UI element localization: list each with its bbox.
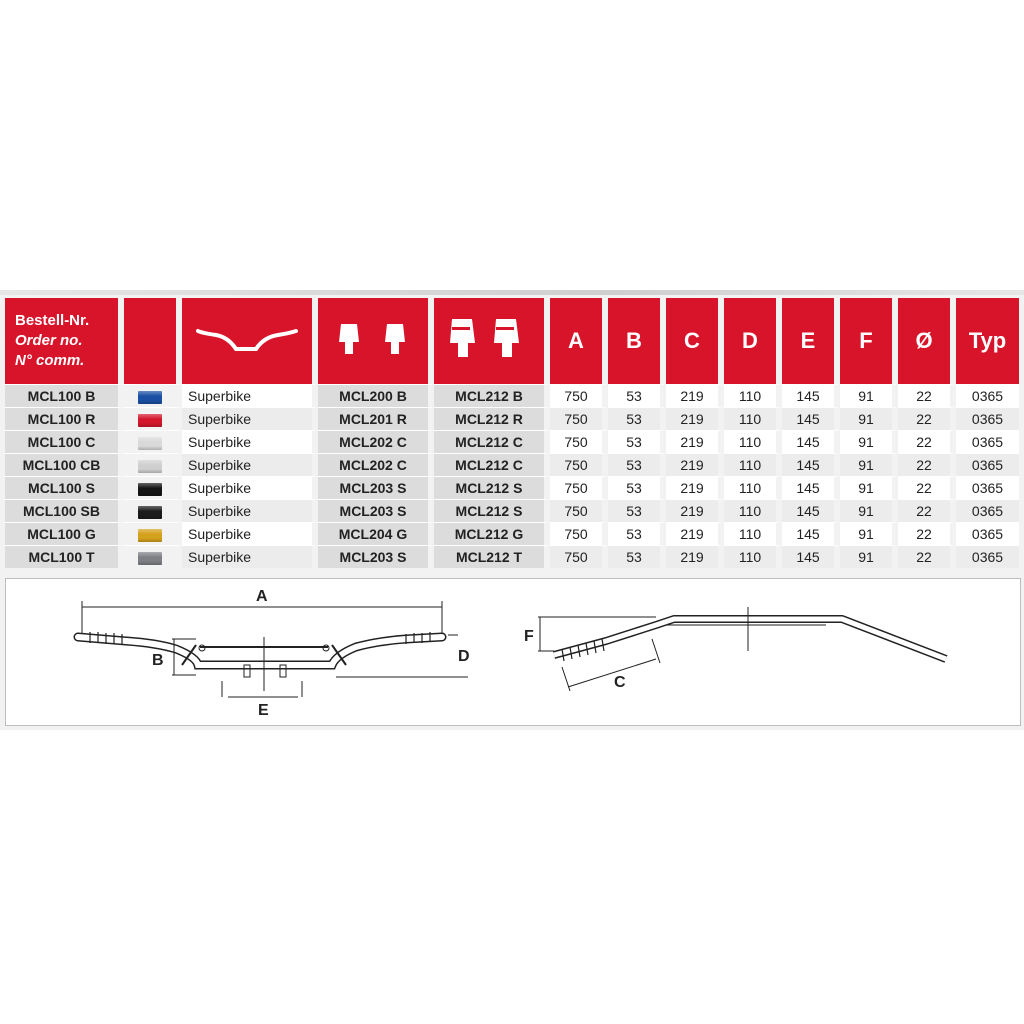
dim-b-cell: 53	[608, 476, 666, 499]
clamp-double-cell: MCL212 S	[434, 476, 550, 499]
dim-label-a: A	[256, 588, 268, 605]
typ-cell: 0365	[956, 430, 1019, 453]
dim-f-cell: 91	[840, 476, 898, 499]
dim-label-e: E	[258, 702, 269, 719]
color-swatch	[138, 437, 162, 450]
dim-b-cell: 53	[608, 545, 666, 568]
model-name-cell: Superbike	[182, 384, 318, 407]
dim-f-cell: 91	[840, 499, 898, 522]
dim-label-d: D	[458, 648, 470, 665]
front-view-diagram	[78, 588, 470, 719]
clamp-double-cell: MCL212 B	[434, 384, 550, 407]
color-swatch	[138, 552, 162, 565]
dim-d-cell: 110	[724, 407, 782, 430]
diameter-cell: 22	[898, 407, 956, 430]
header-typ: Typ	[956, 298, 1019, 384]
dim-d-cell: 110	[724, 499, 782, 522]
side-view-diagram	[524, 607, 946, 691]
header-clamp-double	[434, 298, 550, 384]
dim-d-cell: 110	[724, 545, 782, 568]
dim-a-cell: 750	[550, 384, 608, 407]
top-divider	[0, 290, 1024, 295]
header-dim-d: D	[724, 298, 782, 384]
order-number-cell: MCL100 T	[5, 545, 124, 568]
color-swatch-cell	[124, 545, 182, 568]
dim-f-cell: 91	[840, 545, 898, 568]
dim-e-cell: 145	[782, 407, 840, 430]
typ-cell: 0365	[956, 499, 1019, 522]
table-header-row	[5, 298, 1019, 384]
color-swatch-cell	[124, 384, 182, 407]
color-swatch	[138, 391, 162, 404]
clamp-double-cell: MCL212 R	[434, 407, 550, 430]
dim-e-cell: 145	[782, 453, 840, 476]
clamp-pair-double-icon	[444, 309, 534, 369]
order-number-cell: MCL100 G	[5, 522, 124, 545]
header-clamp-single	[318, 298, 434, 384]
clamp-single-cell: MCL202 C	[318, 453, 434, 476]
dim-e-cell: 145	[782, 430, 840, 453]
color-swatch	[138, 414, 162, 427]
typ-cell: 0365	[956, 407, 1019, 430]
dim-f-cell: 91	[840, 453, 898, 476]
header-dim-diameter: Ø	[898, 298, 956, 384]
color-swatch-cell	[124, 430, 182, 453]
dim-f-cell: 91	[840, 407, 898, 430]
table-row	[5, 430, 1019, 453]
dim-label-c: C	[614, 674, 626, 691]
dim-e-cell: 145	[782, 499, 840, 522]
header-dim-f: F	[840, 298, 898, 384]
model-name-cell: Superbike	[182, 453, 318, 476]
clamp-single-cell: MCL203 S	[318, 476, 434, 499]
table-row	[5, 407, 1019, 430]
dim-d-cell: 110	[724, 384, 782, 407]
dim-b-cell: 53	[608, 384, 666, 407]
dim-f-cell: 91	[840, 430, 898, 453]
color-swatch-cell	[124, 407, 182, 430]
dim-b-cell: 53	[608, 453, 666, 476]
header-order-en: Order no.	[15, 332, 83, 349]
diameter-cell: 22	[898, 453, 956, 476]
dimension-diagram	[5, 578, 1021, 726]
dim-c-cell: 219	[666, 453, 724, 476]
dim-label-f: F	[524, 628, 534, 645]
clamp-single-cell: MCL202 C	[318, 430, 434, 453]
diameter-cell: 22	[898, 522, 956, 545]
dim-e-cell: 145	[782, 476, 840, 499]
dim-a-cell: 750	[550, 499, 608, 522]
model-name-cell: Superbike	[182, 522, 318, 545]
order-number-cell: MCL100 C	[5, 430, 124, 453]
header-order-de: Bestell-Nr.	[15, 312, 90, 329]
header-color	[124, 298, 182, 384]
diameter-cell: 22	[898, 430, 956, 453]
clamp-double-cell: MCL212 G	[434, 522, 550, 545]
diameter-cell: 22	[898, 476, 956, 499]
color-swatch-cell	[124, 476, 182, 499]
typ-cell: 0365	[956, 453, 1019, 476]
typ-cell: 0365	[956, 476, 1019, 499]
dim-d-cell: 110	[724, 476, 782, 499]
dim-b-cell: 53	[608, 430, 666, 453]
dim-c-cell: 219	[666, 545, 724, 568]
color-swatch-cell	[124, 522, 182, 545]
color-swatch	[138, 460, 162, 473]
clamp-single-cell: MCL201 R	[318, 407, 434, 430]
dim-f-cell: 91	[840, 384, 898, 407]
dim-a-cell: 750	[550, 430, 608, 453]
dim-c-cell: 219	[666, 499, 724, 522]
header-shape	[182, 298, 318, 384]
header-order-number	[5, 298, 124, 384]
order-number-cell: MCL100 CB	[5, 453, 124, 476]
typ-cell: 0365	[956, 384, 1019, 407]
dim-e-cell: 145	[782, 545, 840, 568]
diameter-cell: 22	[898, 384, 956, 407]
order-number-cell: MCL100 S	[5, 476, 124, 499]
order-number-cell: MCL100 R	[5, 407, 124, 430]
color-swatch	[138, 506, 162, 519]
dim-label-b: B	[152, 652, 164, 669]
color-swatch-cell	[124, 453, 182, 476]
dim-a-cell: 750	[550, 545, 608, 568]
order-number-cell: MCL100 B	[5, 384, 124, 407]
clamp-double-cell: MCL212 C	[434, 430, 550, 453]
dim-d-cell: 110	[724, 453, 782, 476]
table-row	[5, 476, 1019, 499]
dim-a-cell: 750	[550, 453, 608, 476]
diameter-cell: 22	[898, 499, 956, 522]
model-name-cell: Superbike	[182, 545, 318, 568]
dim-b-cell: 53	[608, 407, 666, 430]
clamp-pair-icon	[333, 314, 413, 364]
model-name-cell: Superbike	[182, 407, 318, 430]
header-order-fr: N° comm.	[15, 352, 85, 369]
dim-c-cell: 219	[666, 522, 724, 545]
dim-b-cell: 53	[608, 499, 666, 522]
typ-cell: 0365	[956, 522, 1019, 545]
dim-a-cell: 750	[550, 476, 608, 499]
clamp-double-cell: MCL212 C	[434, 453, 550, 476]
dim-f-cell: 91	[840, 522, 898, 545]
dim-c-cell: 219	[666, 430, 724, 453]
header-dim-e: E	[782, 298, 840, 384]
dim-b-cell: 53	[608, 522, 666, 545]
handlebar-shape-icon	[192, 319, 302, 359]
header-dim-a: A	[550, 298, 608, 384]
model-name-cell: Superbike	[182, 499, 318, 522]
clamp-single-cell: MCL203 S	[318, 545, 434, 568]
model-name-cell: Superbike	[182, 476, 318, 499]
header-dim-b: B	[608, 298, 666, 384]
table-row	[5, 453, 1019, 476]
clamp-double-cell: MCL212 S	[434, 499, 550, 522]
table-row	[5, 499, 1019, 522]
clamp-single-cell: MCL203 S	[318, 499, 434, 522]
color-swatch	[138, 529, 162, 542]
header-dim-c: C	[666, 298, 724, 384]
dim-c-cell: 219	[666, 476, 724, 499]
table-row	[5, 384, 1019, 407]
typ-cell: 0365	[956, 545, 1019, 568]
dim-d-cell: 110	[724, 430, 782, 453]
dim-e-cell: 145	[782, 522, 840, 545]
order-number-cell: MCL100 SB	[5, 499, 124, 522]
dim-a-cell: 750	[550, 522, 608, 545]
model-name-cell: Superbike	[182, 430, 318, 453]
diameter-cell: 22	[898, 545, 956, 568]
dim-d-cell: 110	[724, 522, 782, 545]
clamp-double-cell: MCL212 T	[434, 545, 550, 568]
clamp-single-cell: MCL200 B	[318, 384, 434, 407]
dim-c-cell: 219	[666, 407, 724, 430]
clamp-single-cell: MCL204 G	[318, 522, 434, 545]
table-row	[5, 522, 1019, 545]
table-row	[5, 545, 1019, 568]
spec-table	[5, 298, 1019, 568]
dim-a-cell: 750	[550, 407, 608, 430]
color-swatch	[138, 483, 162, 496]
dim-e-cell: 145	[782, 384, 840, 407]
dim-c-cell: 219	[666, 384, 724, 407]
color-swatch-cell	[124, 499, 182, 522]
